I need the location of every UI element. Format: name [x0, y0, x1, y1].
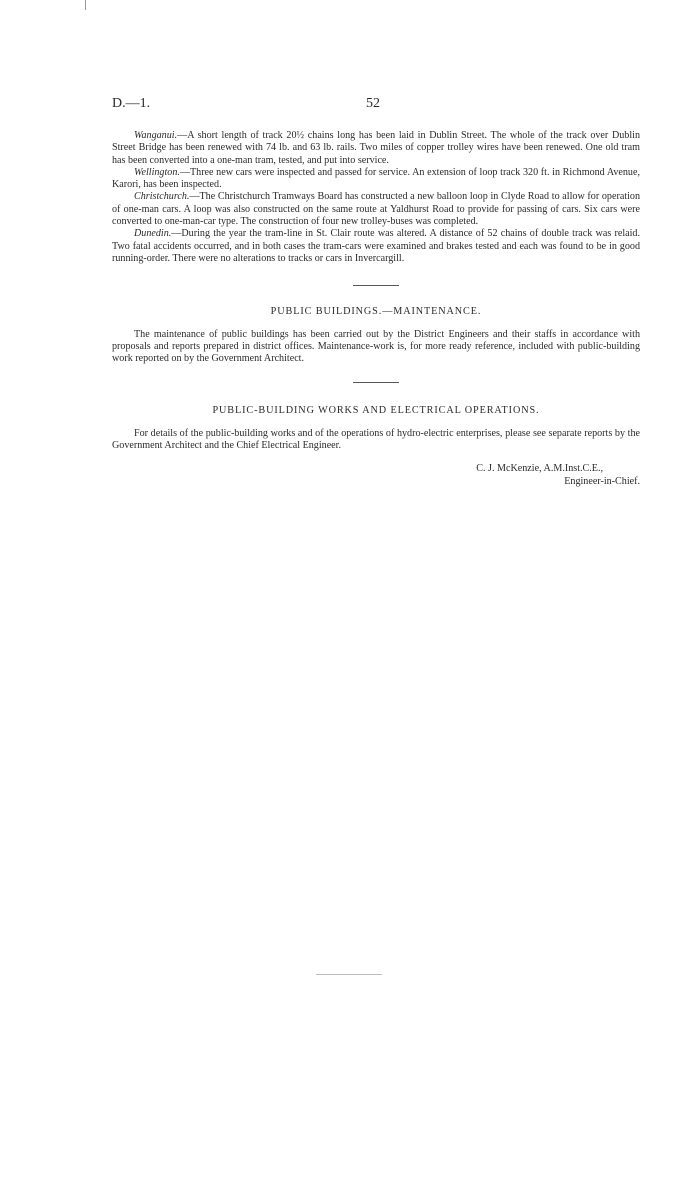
place-name: Christchurch. [134, 191, 190, 203]
signatory-title: Engineer-in-Chief. [564, 475, 640, 487]
paragraph-works: For details of the public-building works and of the operations of hydro-electric enterprises, please see separate reports by the Government Architect and the Chief Electrical Engineer. [112, 427, 640, 452]
signatory-name: C. J. McKenzie, A.M.Inst.C.E., [476, 463, 603, 475]
paragraph-wanganui [112, 130, 640, 167]
section-divider [353, 285, 399, 286]
page-body [112, 130, 640, 488]
paragraph-christchurch [112, 191, 640, 228]
paragraph-dunedin [112, 228, 640, 265]
footer-divider [316, 974, 382, 975]
paragraph-wellington [112, 167, 640, 192]
document-reference: D.—1. [112, 96, 151, 111]
section-title-works: PUBLIC-BUILDING WORKS AND ELECTRICAL OPERATIONS. [212, 405, 540, 417]
scan-mark [85, 0, 86, 10]
place-name: Wellington. [134, 166, 180, 178]
paragraph-text: —A short length of track 20½ chains long has been laid in Dublin Street. The whole of the track over Dublin Street Bridge has been renewed with 74 lb. and 63 lb. rails. Two miles of copper trolley wires have been renewed. One old tram has been converted into a one-man tram, tested, and put into service. [112, 130, 640, 166]
paragraph-maintenance: The maintenance of public buildings has been carried out by the District Engineers and their staffs in accordance with proposals and reports prepared in district offices. Maintenance-work is, for more ready reference, included with public-building work reported on by the Government Architect. [112, 328, 640, 365]
place-name: Wanganui. [134, 130, 178, 141]
signature-block [112, 463, 640, 488]
place-name: Dunedin. [134, 228, 172, 240]
page-number: 52 [366, 96, 380, 111]
paragraph-text: —Three new cars were inspected and passed for service. An extension of loop track 320 ft. in Richmond Avenue, Karori, has been inspected. [112, 166, 640, 191]
page-header [112, 96, 640, 116]
section-title-maintenance: PUBLIC BUILDINGS.—MAINTENANCE. [270, 306, 482, 318]
section-divider [353, 382, 399, 383]
paragraph-text: —The Christchurch Tramways Board has constructed a new balloon loop in Clyde Road to allow for operation of one-man cars. A loop was also constructed on the same route at Yaldhurst Road to provide for passing of cars. Six cars were converted to one-man-car type. The construction of four new trolley-buses was completed. [112, 191, 640, 228]
paragraph-text: —During the year the tram-line in St. Clair route was altered. A distance of 52 chains of double track was relaid. Two fatal accidents occurred, and in both cases the tram-cars were examined and brakes tested and each was found to be in good running-order. There were no alterations to tracks or cars in Invercargill. [112, 228, 640, 264]
